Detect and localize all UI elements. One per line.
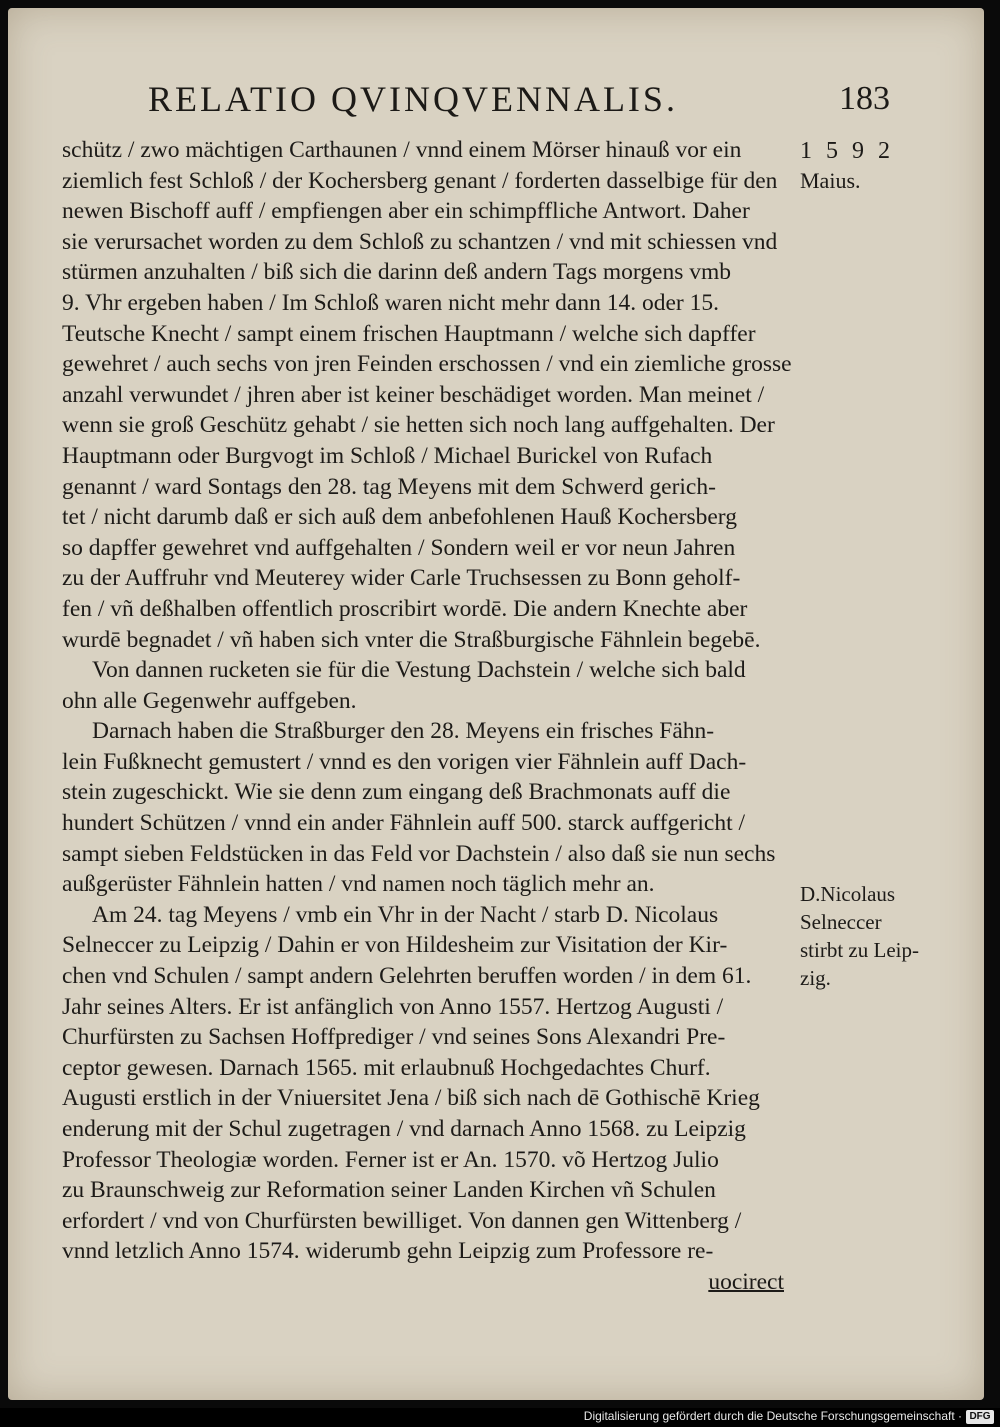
text-line: stein zugeschickt. Wie sie denn zum eingang deß Brachmonats auff die xyxy=(62,779,731,806)
text-line: so dapffer gewehret vnd auffgehalten / Sondern weil er vor neun Jahren xyxy=(62,534,736,561)
text-line: zu Braunschweig zur Reformation seiner Landen Kirchen vñ Schulen xyxy=(62,1177,716,1204)
text-line: gewehret / auch sechs von jren Feinden erschossen / vnd ein ziemliche grosse xyxy=(62,351,792,378)
text-line: wurdē begnadet / vñ haben sich vnter die Straßburgische Fähnlein begebē. xyxy=(62,626,761,653)
catchword: uocirect xyxy=(708,1268,784,1295)
text-line: Darnach haben die Straßburger den 28. Meyens ein frisches Fähn- xyxy=(92,718,715,745)
page-number: 183 xyxy=(839,80,890,117)
catchword-line xyxy=(62,1267,792,1298)
text-line: ziemlich fest Schloß / der Kochersberg genant / forderten dasselbige für den xyxy=(62,167,778,194)
text-line: Professor Theologiæ worden. Ferner ist er An. 1570. võ Hertzog Julio xyxy=(62,1146,719,1173)
body-text xyxy=(62,135,792,1298)
text-line: Teutsche Knecht / sampt einem frischen Hauptmann / welche sich dapffer xyxy=(62,320,756,347)
text-line: Hauptmann oder Burgvogt im Schloß / Michael Burickel von Rufach xyxy=(62,442,713,469)
text-line: sampt sieben Feldstücken in das Feld vor Dachstein / also daß sie nun sechs xyxy=(62,840,776,867)
text-line: Jahr seines Alters. Er ist anfänglich von Anno 1557. Hertzog Augusti / xyxy=(62,993,724,1020)
text-line: tet / nicht darumb daß er sich auß dem anbefohlenen Hauß Kochersberg xyxy=(62,504,737,531)
page-header xyxy=(140,72,900,132)
text-line: Selneccer zu Leipzig / Dahin er von Hildesheim zur Visitation der Kir- xyxy=(62,932,728,959)
margin-month: Maius. xyxy=(800,168,861,193)
text-line: enderung mit der Schul zugetragen / vnd darnach Anno 1568. zu Leipzig xyxy=(62,1116,746,1142)
text-line: sie verursachet worden zu dem Schloß zu schantzen / vnd mit schiessen vnd xyxy=(62,228,778,255)
text-line: Am 24. tag Meyens / vmb ein Vhr in der Nacht / starb D. Nicolaus xyxy=(92,901,719,928)
text-line: 9. Vhr ergeben haben / Im Schloß waren nicht mehr dann 14. oder 15. xyxy=(62,289,719,316)
text-line: Von dannen rucketen sie für die Vestung Dachstein / welche sich bald xyxy=(92,657,746,684)
text-line: lein Fußknecht gemustert / vnnd es den vorigen vier Fähnlein auff Dach- xyxy=(62,748,747,775)
text-line: wenn sie groß Geschütz gehabt / sie hetten sich noch lang auffgehalten. Der xyxy=(62,412,775,439)
text-line: fen / vñ deßhalben offentlich proscribirt wordē. Die andern Knechte aber xyxy=(62,595,748,622)
text-line: Augusti erstlich in der Vniuersitet Jena / biß sich nach dē Gothischē Krieg xyxy=(62,1085,760,1112)
text-line: schütz / zwo mächtigen Carthaunen / vnnd einem Mörser hinauß vor ein xyxy=(62,137,742,163)
text-line: ohn alle Gegenwehr auffgeben. xyxy=(62,687,357,714)
dfg-logo-icon: DFG xyxy=(966,1410,994,1424)
text-line: ceptor gewesen. Darnach 1565. mit erlaubnuß Hochgedachtes Churf. xyxy=(62,1054,711,1081)
text-line: genannt / ward Sontags den 28. tag Meyens mit dem Schwerd gerich- xyxy=(62,473,716,500)
text-line: stürmen anzuhalten / biß sich die darinn deß andern Tags morgens vmb xyxy=(62,259,732,286)
footer-credit: Digitalisierung gefördert durch die Deutsche Forschungsgemeinschaft · xyxy=(583,1409,962,1423)
text-line: anzahl verwundet / jhren aber ist keiner beschädiget worden. Man meinet / xyxy=(62,381,765,408)
margin-note-line: stirbt zu Leip- xyxy=(800,938,919,962)
text-line: newen Bischoff auff / empfiengen aber ein schimpffliche Antwort. Daher xyxy=(62,198,750,225)
text-line: vnnd letzlich Anno 1574. widerumb gehn Leipzig zum Professore re- xyxy=(62,1238,714,1265)
text-line: erfordert / vnd von Churfürsten bewilliget. Von dannen gen Wittenberg / xyxy=(62,1207,742,1234)
margin-note-line: D.Nicolaus xyxy=(800,882,896,906)
text-line: zu der Auffruhr vnd Meuterey wider Carle Truchsessen zu Bonn geholf- xyxy=(62,565,741,592)
text-line: chen vnd Schulen / sampt andern Gelehrten beruffen worden / in dem 61. xyxy=(62,963,752,990)
margin-note-line: Selneccer xyxy=(800,910,882,934)
text-line: außgerüster Fähnlein hatten / vnd namen noch täglich mehr an. xyxy=(62,871,655,898)
text-line: hundert Schützen / vnnd ein ander Fähnlein auff 500. starck auffgericht / xyxy=(62,810,746,837)
margin-note xyxy=(800,880,930,992)
margin-year: 1592 xyxy=(800,138,904,164)
running-head: RELATIO QVINQVENNALIS. xyxy=(148,79,678,119)
text-line: Churfürsten zu Sachsen Hoffprediger / vnd seines Sons Alexandri Pre- xyxy=(62,1024,726,1051)
margin-note-line: zig. xyxy=(800,966,831,990)
